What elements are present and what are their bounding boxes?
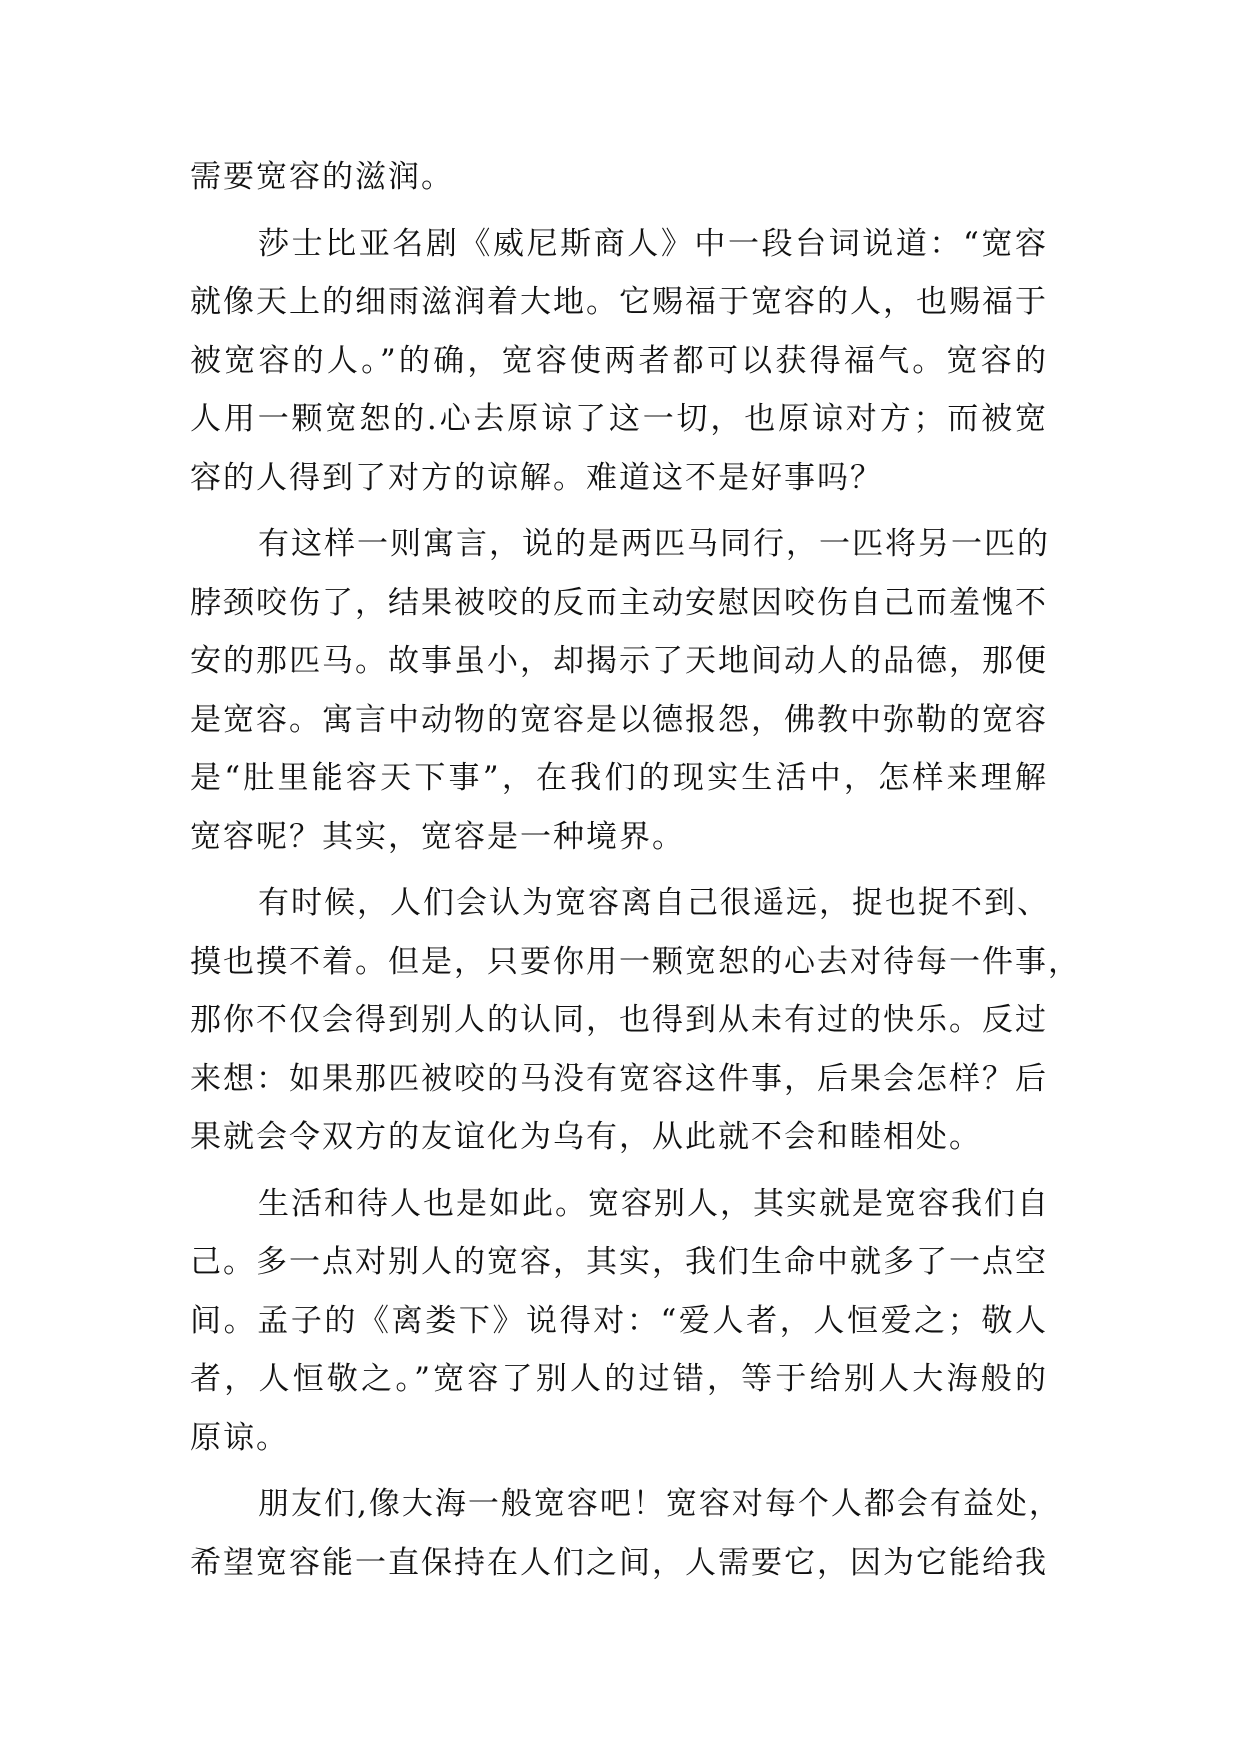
paragraph-gap — [190, 1167, 1048, 1175]
paragraph-line: 脖颈咬伤了，结果被咬的反而主动安慰因咬伤自己而羞愧不 — [190, 584, 1048, 621]
paragraph-line: 是“肚里能容天下事”，在我们的现实生活中，怎样来理解 — [190, 760, 1048, 796]
paragraph-line: 莎士比亚名剧《威尼斯商人》中一段台词说道：“宽容 — [258, 225, 1048, 262]
paragraph-line: 就像天上的细雨滋润着大地。它赐福于宽容的人，也赐福于 — [190, 284, 1048, 320]
paragraph-line: 安的那匹马。故事虽小，却揭示了天地间动人的品德，那便 — [190, 643, 1048, 679]
paragraph-line: 果就会令双方的友谊化为乌有，从此就不会和睦相处。 — [190, 1119, 982, 1155]
paragraph — [190, 148, 1048, 207]
paragraph — [190, 1475, 1062, 1592]
paragraph-line: 朋友们,像大海一般宽容吧！宽容对每个人都会有益处， — [258, 1486, 1062, 1522]
paragraph-line: 有这样一则寓言，说的是两匹马同行，一匹将另一匹的 — [258, 526, 1050, 562]
paragraph-line: 原谅。 — [190, 1419, 289, 1456]
paragraph-line: 己。多一点对别人的宽容，其实，我们生命中就多了一点空 — [190, 1244, 1048, 1280]
paragraph — [190, 215, 1048, 508]
paragraph-line: 容的人得到了对方的谅解。难道这不是好事吗？ — [190, 459, 883, 496]
paragraph-line: 是宽容。寓言中动物的宽容是以德报怨，佛教中弥勒的宽容 — [190, 701, 1048, 738]
paragraph-line: 摸也摸不着。但是，只要你用一颗宽恕的心去对待每一件事， — [190, 943, 1081, 980]
paragraph — [190, 1175, 1048, 1468]
paragraph-line: 间。孟子的《离娄下》说得对：“爱人者，人恒爱之；敬人 — [190, 1302, 1048, 1339]
paragraph-gap — [190, 507, 1048, 515]
paragraph-line: 宽容呢？其实，宽容是一种境界。 — [190, 818, 685, 855]
paragraph-gap — [190, 207, 1048, 215]
paragraph-line: 有时候，人们会认为宽容离自己很遥远，捉也捉不到、 — [258, 885, 1050, 921]
paragraph-gap — [190, 866, 1048, 874]
paragraph-line: 被宽容的人。”的确，宽容使两者都可以获得福气。宽容的 — [190, 342, 1048, 379]
paragraph-gap — [190, 1467, 1048, 1475]
document-page — [190, 148, 1081, 1592]
paragraph-line: 希望宽容能一直保持在人们之间，人需要它，因为它能给我 — [190, 1544, 1048, 1581]
paragraph-line: 需要宽容的滋润。 — [190, 159, 454, 195]
paragraph-line: 来想：如果那匹被咬的马没有宽容这件事，后果会怎样？后 — [190, 1060, 1048, 1097]
paragraph-line: 者，人恒敬之。”宽容了别人的过错，等于给别人大海般的 — [190, 1361, 1048, 1397]
paragraph — [190, 515, 1048, 866]
paragraph-line: 那你不仅会得到别人的认同，也得到从未有过的快乐。反过 — [190, 1002, 1048, 1038]
paragraph — [190, 874, 1081, 1167]
paragraph-line: 生活和待人也是如此。宽容别人，其实就是宽容我们自 — [258, 1185, 1050, 1222]
paragraph-line: 人用一颗宽恕的.心去原谅了这一切，也原谅对方；而被宽 — [190, 401, 1048, 437]
